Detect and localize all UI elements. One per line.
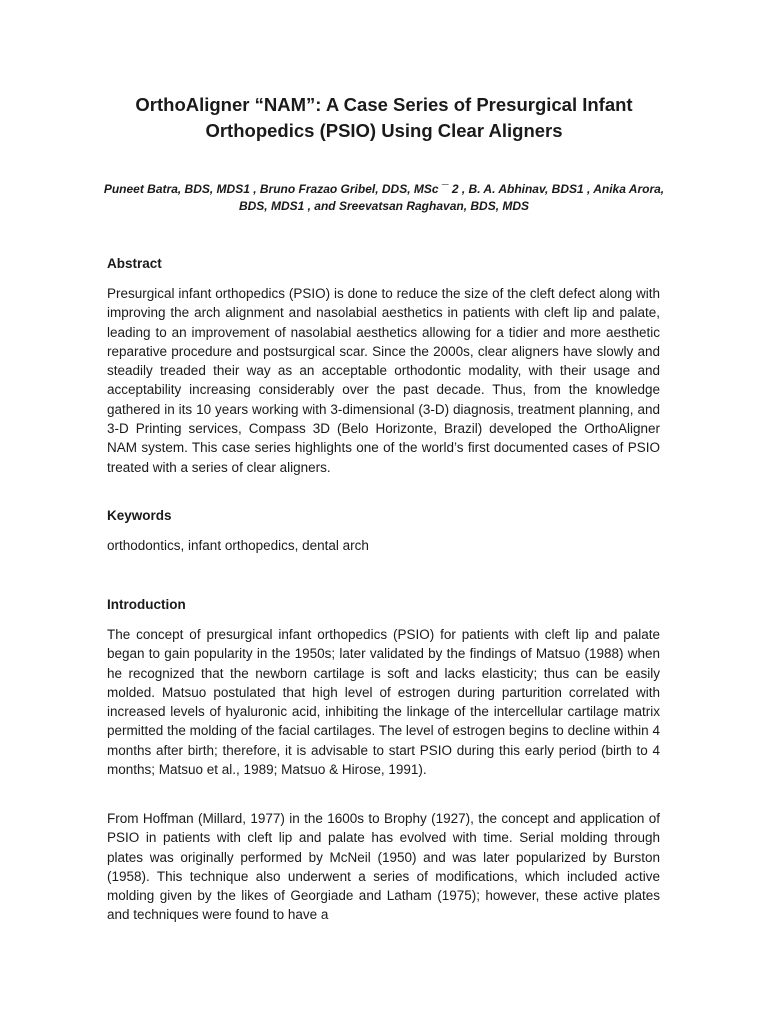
introduction-paragraph-2: From Hoffman (Millard, 1977) in the 1600s to Brophy (1927), the concept and application of PSIO in patients with cleft lip and palate has evolved with time. Serial molding through plates was originally performed by McNeil (1950) and was later popularized by Burston (1958). This technique also underwent a series of modifications, which included active molding given by the likes of Georgiade and Latham (1975); however, these active plates and techniques were found to have a — [107, 811, 660, 923]
abstract-heading: Abstract — [107, 256, 162, 271]
author-list: Puneet Batra, BDS, MDS1 , Bruno Frazao Gribel, DDS, MSc ¯ 2 , B. A. Abhinav, BDS1 , Anika Arora, BDS, MDS1 , and Sreevatsan Raghavan, BDS, MDS — [103, 182, 665, 213]
abstract-text: Presurgical infant orthopedics (PSIO) is done to reduce the size of the cleft defect along with improving the arch alignment and nasolabial aesthetics in patients with cleft lip and palate, leading to an improvement of nasolabial aesthetics allowing for a tidier and more aesthetic reparative procedure and postsurgical scar. Since the 2000s, clear aligners have slowly and steadily treaded their way as an acceptable orthodontic modality, with their usage and acceptability increasing considerably over the past decade. Thus, from the knowledge gathered in its 10 years working with 3-dimensional (3-D) diagnosis, treatment planning, and 3-D Printing services, Compass 3D (Belo Horizonte, Brazil) developed the OrthoAligner NAM system. This case series highlights one of the world’s first documented cases of PSIO treated with a series of clear aligners. — [107, 286, 660, 475]
keywords-text: orthodontics, infant orthopedics, dental arch — [107, 538, 369, 553]
keywords-heading: Keywords — [107, 508, 172, 523]
introduction-heading: Introduction — [107, 597, 186, 612]
paper-title: OrthoAligner “NAM”: A Case Series of Presurgical Infant Orthopedics (PSIO) Using Clear Aligners — [135, 94, 633, 141]
introduction-paragraph-1: The concept of presurgical infant orthopedics (PSIO) for patients with cleft lip and palate began to gain popularity in the 1950s; later validated by the findings of Matsuo (1988) when he recognized that the newborn cartilage is soft and lacks elasticity; thus can be easily molded. Matsuo postulated that high level of estrogen during parturition correlated with increased levels of hyaluronic acid, inhibiting the linkage of the intercellular cartilage matrix permitted the molding of the facial cartilages. The level of estrogen begins to decline within 4 months after birth; therefore, it is advisable to start PSIO during this early period (birth to 4 months; Matsuo et al., 1989; Matsuo & Hirose, 1991). — [107, 627, 660, 778]
